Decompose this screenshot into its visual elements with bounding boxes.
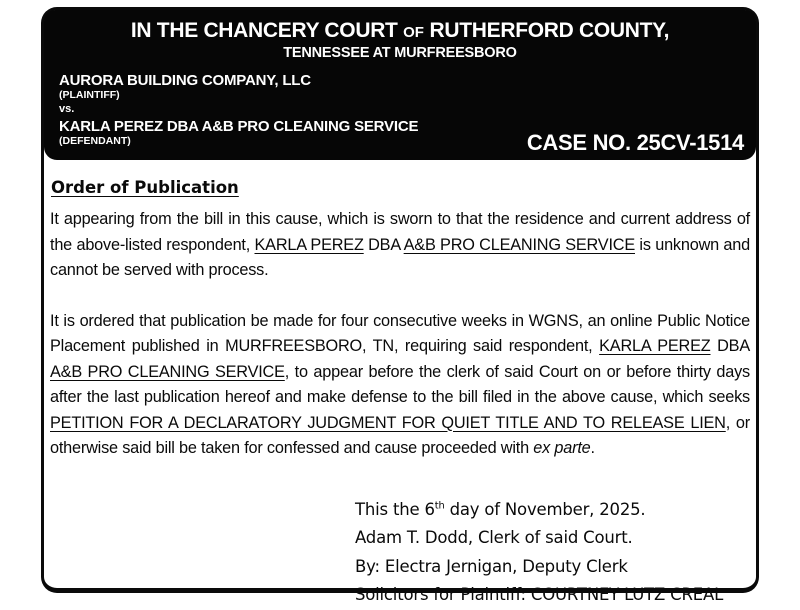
court-title: IN THE CHANCERY COURT OF RUTHERFORD COUNTY, — [130, 19, 670, 42]
legal-notice-document — [41, 7, 759, 604]
clerk-line: Adam T. Dodd, Clerk of said Court. — [355, 528, 633, 547]
defendant-name: KARLA PEREZ DBA A&B PRO CLEANING SERVICE — [59, 118, 419, 135]
order-heading: Order of Publication — [51, 178, 239, 197]
order-paragraph-1: It appearing from the bill in this cause, which is sworn to that the residence and current address of the above-listed respondent, KARLA PEREZ DBA A&B PRO CLEANING SERVICE is unknown and cannot be served with process. — [50, 210, 750, 279]
plaintiff-role-label: (PLAINTIFF) — [59, 89, 120, 101]
court-header — [44, 10, 756, 160]
plaintiff-name: AURORA BUILDING COMPANY, LLC — [59, 72, 311, 89]
deputy-clerk-line: By: Electra Jernigan, Deputy Clerk — [355, 556, 628, 576]
order-paragraph-2: It is ordered that publication be made for four consecutive weeks in WGNS, an online Public Notice Placement published in MURFREESBORO, TN, requiring said respondent, KARLA PEREZ DBA A&B PRO CLEANING SERVICE, to appear before the clerk of said Court on or before thirty days after the last publication hereof and make defense to the bill filed in the above cause, which seeks PETITION FOR A DECLARATORY JUDGMENT FOR QUIET TITLE AND TO RELEASE LIEN, or otherwise said bill be taken for confessed and cause proceeded with ex parte. — [50, 311, 750, 457]
signature-date-line: This the 6th day of November, 2025. — [355, 499, 646, 519]
versus-label: vs. — [59, 103, 75, 115]
court-subtitle: TENNESSEE AT MURFREESBORO — [283, 45, 517, 61]
defendant-role-label: (DEFENDANT) — [59, 135, 131, 147]
signature-block — [355, 496, 750, 610]
solicitors-line: Solicitors for Plaintiff: COURTNEY LUTZ CREAL — [355, 585, 724, 604]
order-body — [44, 160, 756, 610]
case-number: CASE NO. 25CV-1514 — [526, 130, 744, 155]
